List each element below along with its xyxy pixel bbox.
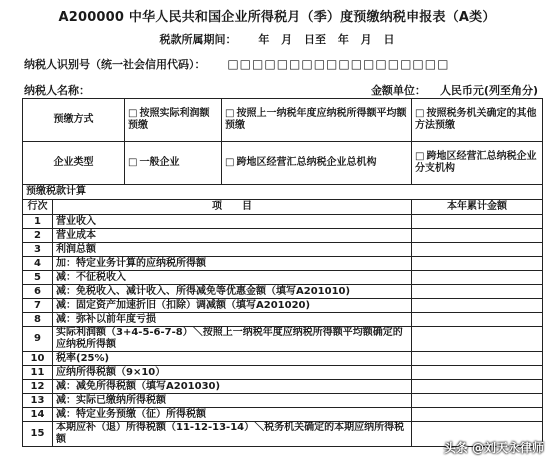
table-row bbox=[23, 366, 543, 380]
currency-unit-value: 人民币元(列至角分) bbox=[439, 84, 538, 97]
row-item-label: 减：免税收入、减计收入、所得减免等优惠金额（填写A201010) bbox=[53, 285, 412, 299]
row-number: 12 bbox=[23, 380, 53, 394]
prepay-method-row bbox=[23, 99, 543, 142]
column-header-row-no: 行次 bbox=[23, 200, 53, 215]
row-number: 10 bbox=[23, 352, 53, 366]
column-header-row bbox=[23, 200, 543, 215]
row-item-label: 减：弥补以前年度亏损 bbox=[53, 313, 412, 327]
table-row bbox=[23, 229, 543, 243]
column-header-ytd: 本年累计金额 bbox=[412, 200, 543, 215]
row-number: 7 bbox=[23, 299, 53, 313]
row-item-label: 实际利润额（3+4-5-6-7-8）＼按照上一纳税年度应纳税所得额平均额确定的应纳税所得额 bbox=[53, 327, 412, 352]
table-row bbox=[23, 327, 543, 352]
column-header-item: 项 目 bbox=[53, 200, 412, 215]
row-number: 8 bbox=[23, 313, 53, 327]
currency-unit bbox=[371, 82, 538, 98]
section-header-row bbox=[23, 185, 543, 200]
section-title: 预缴税款计算 bbox=[23, 185, 543, 200]
row-number: 11 bbox=[23, 366, 53, 380]
row-number: 3 bbox=[23, 243, 53, 257]
row-amount-cell[interactable] bbox=[412, 271, 543, 285]
row-number: 9 bbox=[23, 327, 53, 352]
enterprise-option-branch[interactable] bbox=[412, 142, 543, 185]
checkbox-icon[interactable]: □ bbox=[225, 157, 235, 168]
row-item-label: 利润总额 bbox=[53, 243, 412, 257]
taxpayer-id-boxes[interactable]: □□□□□□□□□□□□□□□□□□ bbox=[227, 57, 450, 71]
checkbox-icon[interactable]: □ bbox=[415, 108, 425, 119]
row-number: 4 bbox=[23, 257, 53, 271]
tax-period bbox=[0, 31, 554, 47]
prepay-method-label: 预缴方式 bbox=[23, 99, 125, 142]
table-row bbox=[23, 257, 543, 271]
checkbox-icon[interactable]: □ bbox=[128, 157, 138, 168]
table-row bbox=[23, 243, 543, 257]
declaration-table bbox=[22, 98, 543, 447]
row-amount-cell[interactable] bbox=[412, 366, 543, 380]
taxpayer-id bbox=[24, 56, 449, 72]
row-number: 5 bbox=[23, 271, 53, 285]
table-row bbox=[23, 299, 543, 313]
row-amount-cell[interactable] bbox=[412, 380, 543, 394]
prepay-option-other-method[interactable] bbox=[412, 99, 543, 142]
tax-period-value[interactable]: 年 月 日至 年 月 日 bbox=[258, 33, 395, 46]
row-number: 14 bbox=[23, 408, 53, 422]
row-number: 1 bbox=[23, 215, 53, 229]
row-item-label: 减：特定业务预缴（征）所得税额 bbox=[53, 408, 412, 422]
table-row bbox=[23, 313, 543, 327]
option-label: 按照上一纳税年度应纳税所得额平均额预缴 bbox=[225, 108, 407, 131]
row-amount-cell[interactable] bbox=[412, 229, 543, 243]
table-row bbox=[23, 352, 543, 366]
row-amount-cell[interactable] bbox=[412, 299, 543, 313]
currency-unit-label: 金额单位： bbox=[370, 84, 426, 97]
row-number: 15 bbox=[23, 422, 53, 447]
option-label: 跨地区经营汇总纳税企业总机构 bbox=[236, 157, 377, 168]
prepay-option-prior-year-average[interactable] bbox=[222, 99, 412, 142]
row-item-label: 加：特定业务计算的应纳税所得额 bbox=[53, 257, 412, 271]
table-row bbox=[23, 408, 543, 422]
checkbox-icon[interactable]: □ bbox=[128, 108, 138, 119]
row-item-label: 本期应补（退）所得税额（11-12-13-14）＼税务机关确定的本期应纳所得税额 bbox=[53, 422, 412, 447]
option-label: 跨地区经营汇总纳税企业分支机构 bbox=[415, 151, 537, 174]
form-title: A200000 中华人民共和国企业所得税月（季）度预缴纳税申报表（A类） bbox=[58, 10, 496, 25]
table-row bbox=[23, 271, 543, 285]
row-item-label: 应纳所得税额（9×10） bbox=[53, 366, 412, 380]
row-amount-cell[interactable] bbox=[412, 408, 543, 422]
calculation-rows bbox=[23, 215, 543, 447]
row-amount-cell[interactable] bbox=[412, 285, 543, 299]
table-row bbox=[23, 394, 543, 408]
row-item-label: 营业收入 bbox=[53, 215, 412, 229]
prepay-option-actual-profit[interactable] bbox=[125, 99, 222, 142]
row-number: 13 bbox=[23, 394, 53, 408]
row-amount-cell[interactable] bbox=[412, 243, 543, 257]
row-number: 6 bbox=[23, 285, 53, 299]
row-amount-cell[interactable] bbox=[412, 215, 543, 229]
tax-period-label: 税款所属期间： bbox=[159, 33, 237, 46]
table-row bbox=[23, 215, 543, 229]
option-label: 一般企业 bbox=[139, 157, 180, 168]
row-item-label: 减：固定资产加速折旧（扣除）调减额（填写A201020) bbox=[53, 299, 412, 313]
row-amount-cell[interactable] bbox=[412, 352, 543, 366]
table-row bbox=[23, 380, 543, 394]
row-item-label: 减：实际已缴纳所得税额 bbox=[53, 394, 412, 408]
enterprise-type-label: 企业类型 bbox=[23, 142, 125, 185]
row-item-label: 税率(25%) bbox=[53, 352, 412, 366]
taxpayer-name-label: 纳税人名称： bbox=[24, 84, 90, 97]
row-amount-cell[interactable] bbox=[412, 327, 543, 352]
enterprise-type-row bbox=[23, 142, 543, 185]
row-amount-cell[interactable] bbox=[412, 313, 543, 327]
row-number: 2 bbox=[23, 229, 53, 243]
enterprise-option-head-office[interactable] bbox=[222, 142, 412, 185]
watermark: 头条 @刘天永律师 bbox=[443, 441, 544, 455]
checkbox-icon[interactable]: □ bbox=[225, 108, 235, 119]
option-label: 按照税务机关确定的其他方法预缴 bbox=[415, 108, 537, 131]
row-item-label: 营业成本 bbox=[53, 229, 412, 243]
table-row bbox=[23, 285, 543, 299]
row-amount-cell[interactable] bbox=[412, 257, 543, 271]
row-amount-cell[interactable] bbox=[412, 394, 543, 408]
row-item-label: 减：不征税收入 bbox=[53, 271, 412, 285]
checkbox-icon[interactable]: □ bbox=[415, 151, 425, 162]
option-label: 按照实际利润额预缴 bbox=[128, 108, 210, 131]
row-item-label: 减：减免所得税额（填写A201030) bbox=[53, 380, 412, 394]
taxpayer-id-label: 纳税人识别号（统一社会信用代码）： bbox=[24, 58, 206, 71]
enterprise-option-general[interactable] bbox=[125, 142, 222, 185]
